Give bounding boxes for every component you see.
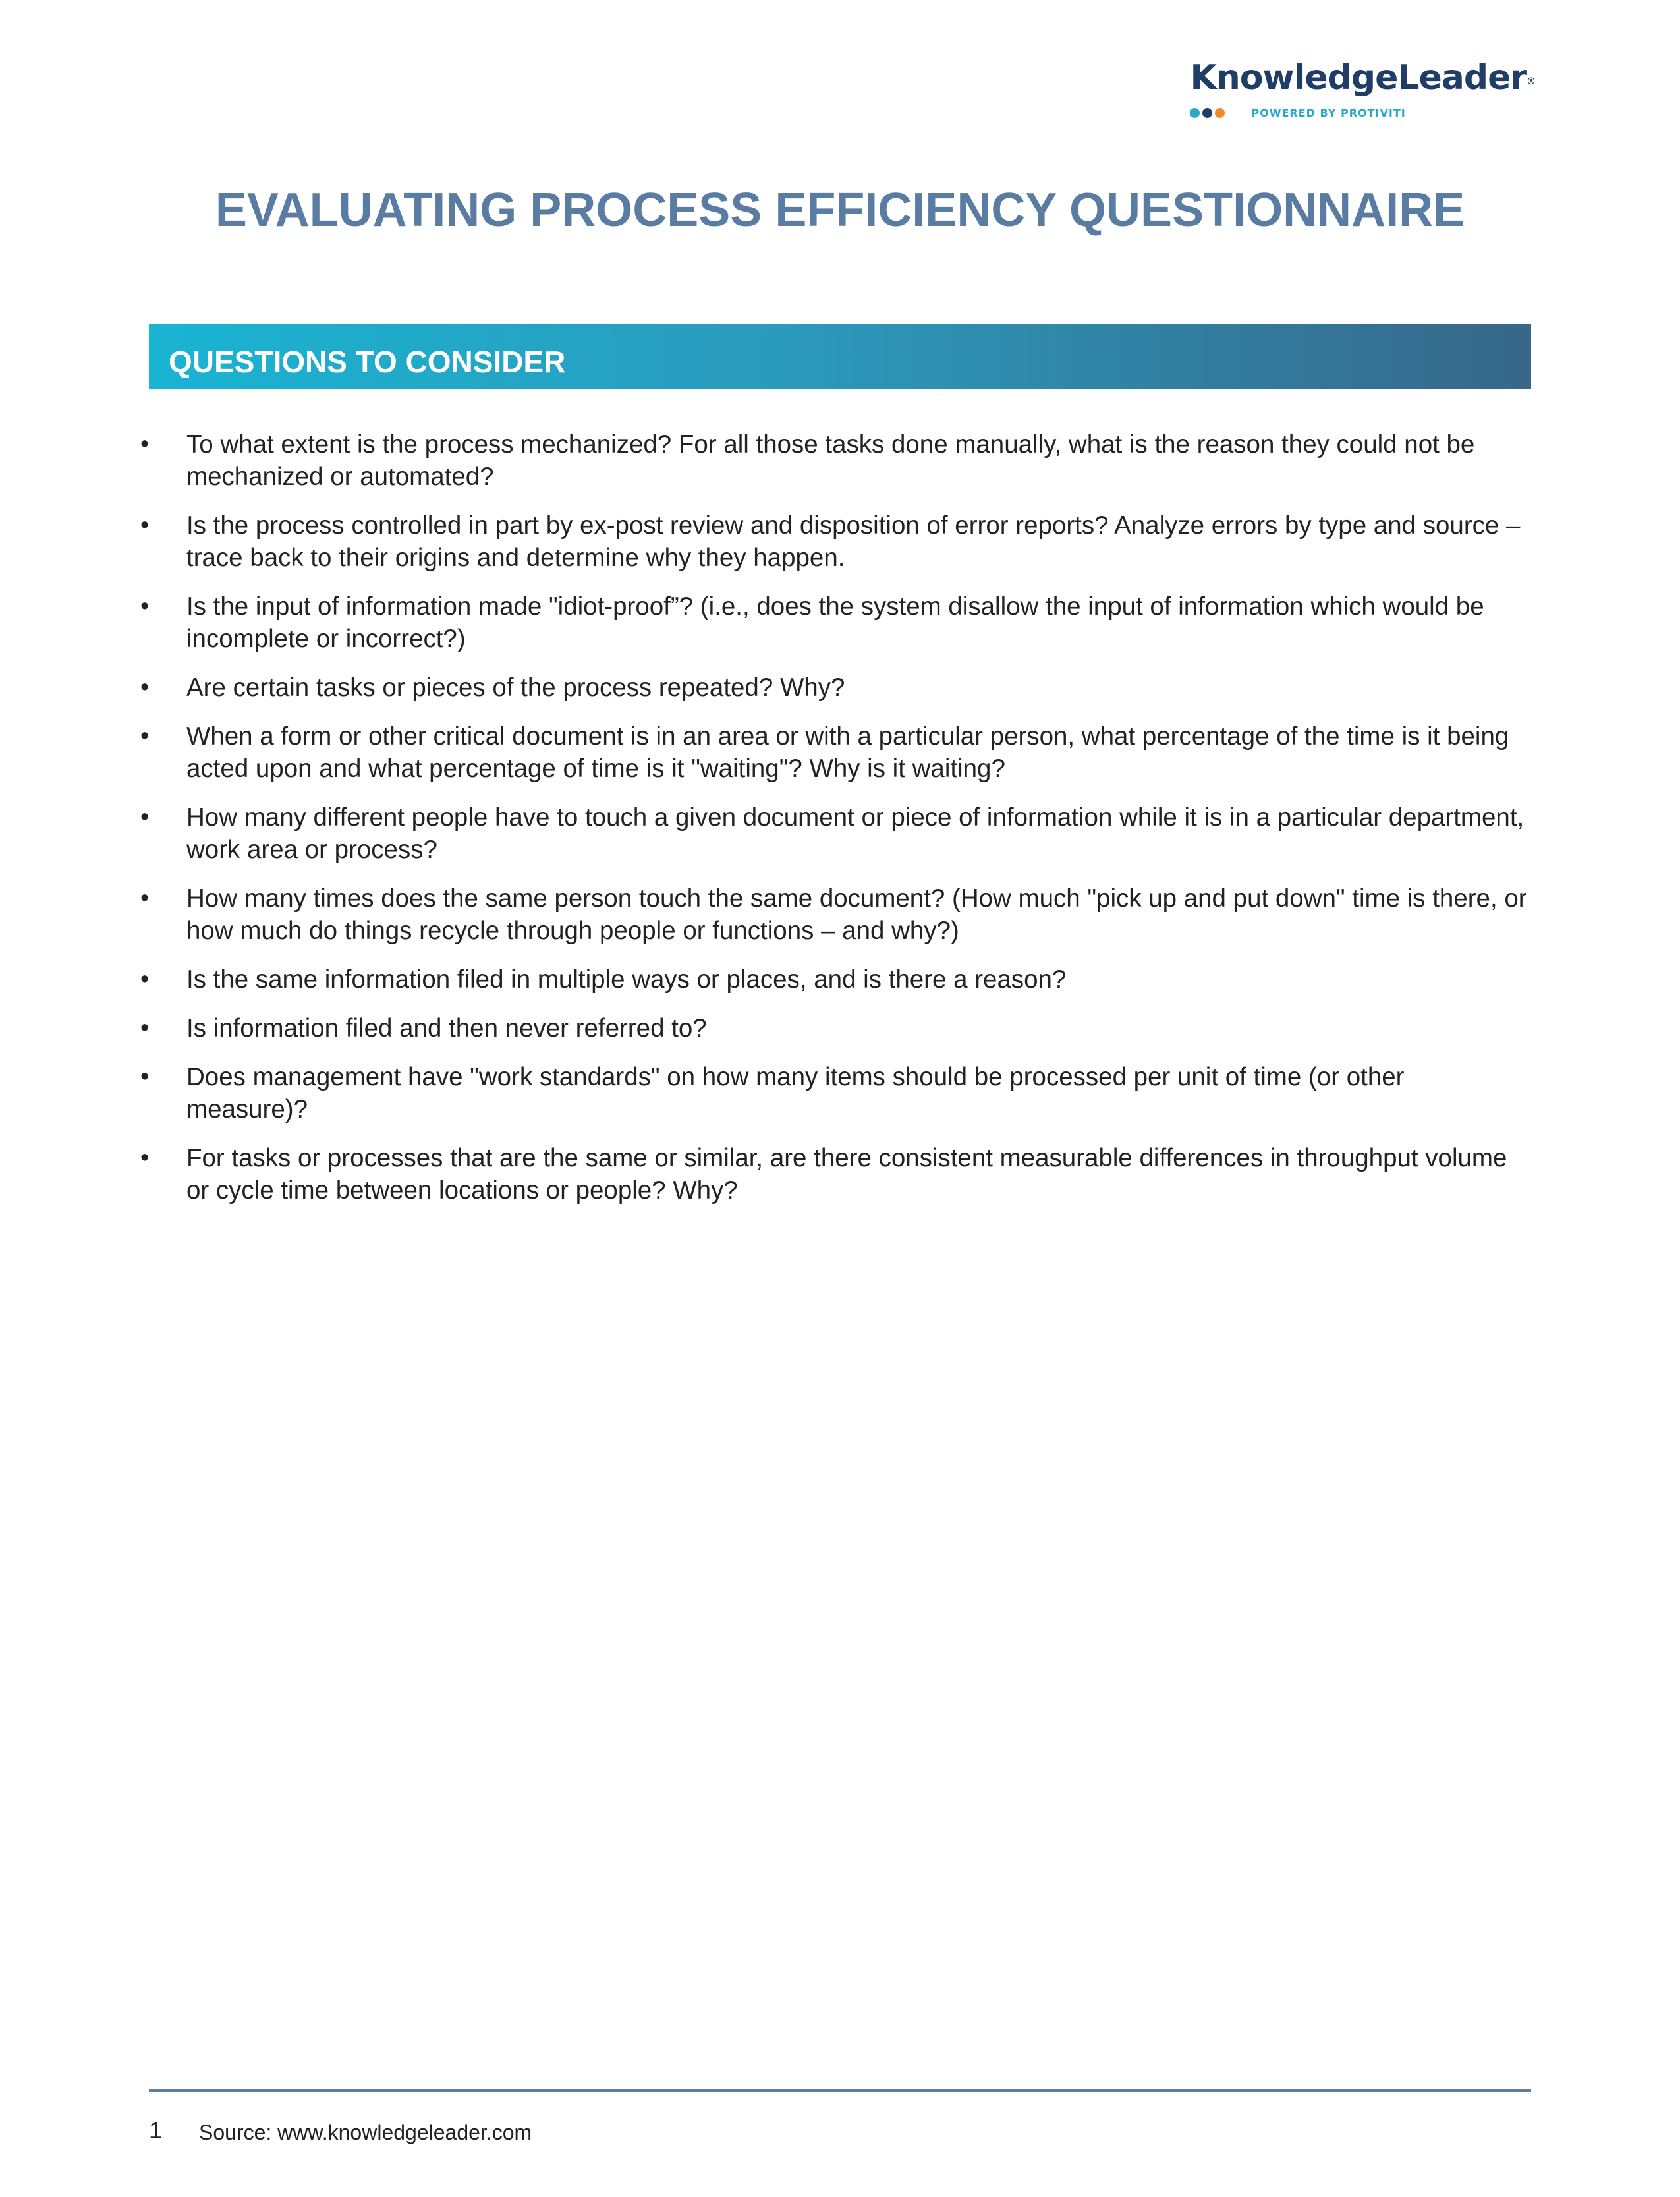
logo-wordmark xyxy=(1190,58,1535,98)
list-item xyxy=(140,428,1530,493)
bullet-icon: • xyxy=(140,430,150,458)
logo-dot-2 xyxy=(1202,108,1212,118)
list-item xyxy=(140,671,1530,704)
section-band xyxy=(149,324,1531,389)
list-item xyxy=(140,509,1530,574)
list-item xyxy=(140,1012,1530,1044)
bullet-icon: • xyxy=(140,965,150,993)
list-item xyxy=(140,590,1530,655)
question-text: When a form or other critical document is in an area or with a particular person, what percentage of the time is it being acted upon and what percentage of time is it "waiting"? Why is it waiting? xyxy=(186,722,1509,783)
list-item xyxy=(140,963,1530,996)
question-text: To what extent is the process mechanized? For all those tasks done manually, what is the reason they could not be mechanized or automated? xyxy=(186,430,1475,491)
bullet-icon: • xyxy=(140,511,150,539)
list-item xyxy=(140,720,1530,785)
question-text: For tasks or processes that are the same or similar, are there consistent measurable differences in throughput volume or cycle time between locations or people? Why? xyxy=(186,1144,1507,1205)
logo-tagline: POWERED BY PROTIVITI xyxy=(1251,107,1406,119)
list-item xyxy=(140,801,1530,866)
list-item xyxy=(140,1061,1530,1126)
source-text: Source: www.knowledgeleader.com xyxy=(199,2121,532,2144)
bullet-icon: • xyxy=(140,1063,150,1091)
registered-mark: ® xyxy=(1526,76,1535,87)
logo-subline xyxy=(1190,107,1535,119)
page-number: 1 xyxy=(149,2117,163,2144)
question-text: How many different people have to touch a given document or piece of information while it is in a particular department, work area or process? xyxy=(186,803,1525,864)
bullet-icon: • xyxy=(140,884,150,912)
question-text: Is the input of information made "idiot-proof”? (i.e., does the system disallow the input of information which would be incomplete or incorrect?) xyxy=(186,592,1484,653)
logo-dot-1 xyxy=(1190,108,1200,118)
list-item xyxy=(140,882,1530,947)
question-text: How many times does the same person touch the same document? (How much "pick up and put down" time is there, or how much do things recycle through people or functions – and why?) xyxy=(186,884,1527,945)
logo-dots-icon xyxy=(1190,108,1225,118)
questions-list xyxy=(140,428,1530,1223)
bullet-icon: • xyxy=(140,592,150,620)
question-text: Is information filed and then never referred to? xyxy=(186,1014,707,1042)
logo-name: KnowledgeLeader xyxy=(1190,58,1526,98)
footer-divider xyxy=(149,2089,1531,2092)
question-text: Does management have "work standards" on how many items should be processed per unit of time (or other measure)? xyxy=(186,1063,1405,1124)
logo-dot-3 xyxy=(1215,108,1225,118)
bullet-icon: • xyxy=(140,673,150,701)
bullet-icon: • xyxy=(140,722,150,750)
bullet-icon: • xyxy=(140,803,150,831)
question-text: Is the process controlled in part by ex-post review and disposition of error reports? Analyze errors by type and source – trace back to their origins and determine why they happen. xyxy=(186,511,1521,572)
page-title: EVALUATING PROCESS EFFICIENCY QUESTIONNAIRE xyxy=(215,184,1465,237)
brand-logo xyxy=(1190,58,1535,119)
bullet-icon: • xyxy=(140,1014,150,1042)
list-item xyxy=(140,1142,1530,1207)
section-heading: QUESTIONS TO CONSIDER xyxy=(169,345,566,379)
bullet-icon: • xyxy=(140,1144,150,1172)
question-text: Are certain tasks or pieces of the process repeated? Why? xyxy=(186,673,845,702)
question-text: Is the same information filed in multiple ways or places, and is there a reason? xyxy=(186,965,1067,994)
